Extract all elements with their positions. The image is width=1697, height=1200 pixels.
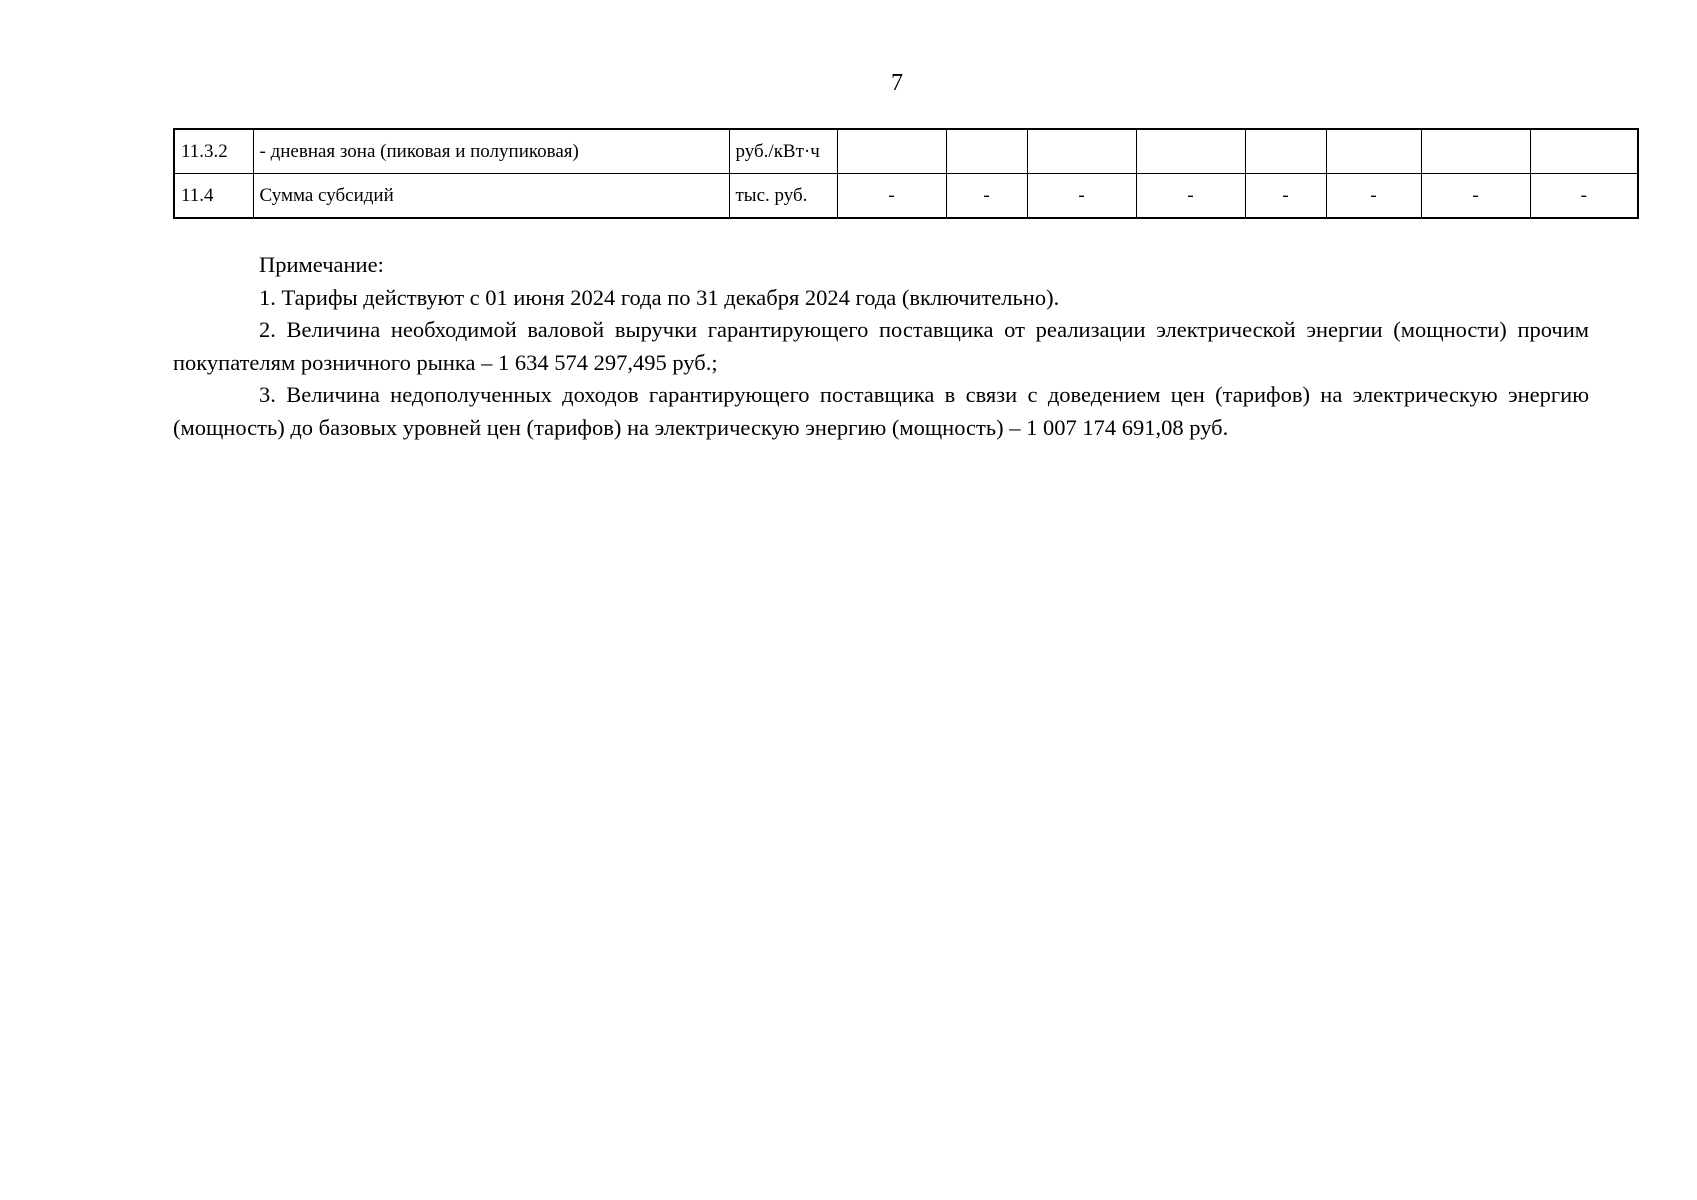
value-cell: - [1421,174,1530,219]
note-item: 1. Тарифы действуют с 01 июня 2024 года по 31 декабря 2024 года (включительно). [259,284,1060,310]
notes-heading: Примечание: [259,252,384,277]
value-cell [1245,129,1326,174]
row-name: Сумма субсидий [253,174,729,219]
value-cell: - [1530,174,1638,219]
note-item: 3. Величина недополученных доходов гарантирующего поставщика в связи с доведением цен (тарифов) на электрическую энергию (мощность) до базовых уровней цен (тарифов) на электрическую энергию (мощность) – 1 007 174 691,08 руб. [173,382,1589,440]
notes-section [173,249,1589,444]
value-cell: - [1245,174,1326,219]
value-cell [1326,129,1421,174]
note-item: 2. Величина необходимой валовой выручки гарантирующего поставщика от реализации электрической энергии (мощности) прочим покупателям розничного рынка – 1 634 574 297,495 руб.; [173,317,1589,375]
page-number: 7 [891,70,903,96]
table-row [174,174,1638,219]
value-cell [1530,129,1638,174]
value-cell [946,129,1027,174]
value-cell: - [1027,174,1136,219]
table-row [174,129,1638,174]
row-number: 11.3.2 [174,129,253,174]
value-cell: - [837,174,946,219]
value-cell: - [1326,174,1421,219]
value-cell [837,129,946,174]
row-name: - дневная зона (пиковая и полупиковая) [253,129,729,174]
row-unit: тыс. руб. [729,174,837,219]
value-cell [1027,129,1136,174]
tariff-table [173,128,1639,219]
value-cell [1421,129,1530,174]
value-cell: - [1136,174,1245,219]
row-unit: руб./кВт·ч [729,129,837,174]
row-number: 11.4 [174,174,253,219]
value-cell: - [946,174,1027,219]
value-cell [1136,129,1245,174]
